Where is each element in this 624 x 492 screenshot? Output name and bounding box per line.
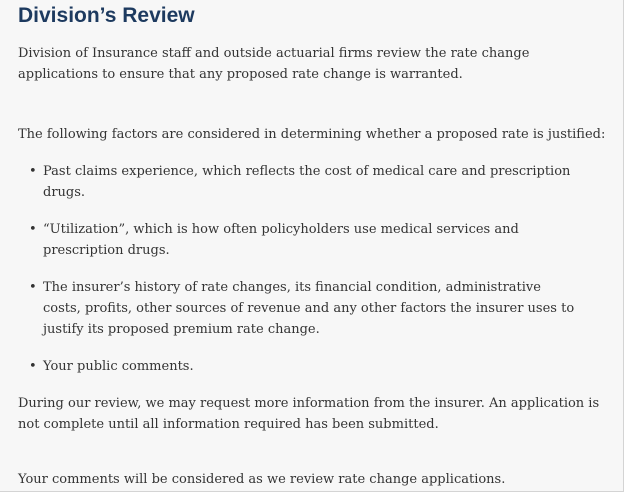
closing-paragraph: Your comments will be considered as we review rate change applications. [18,472,506,487]
section-heading: Division’s Review [18,4,195,27]
list-item [29,277,608,340]
bullet-icon: • [29,359,37,374]
factor-text: Past claims experience, which reflects the cost of medical care and prescription drugs. [43,164,571,200]
review-note-paragraph: During our review, we may request more information from the insurer. An application is not complete until all information required has been submitted. [18,396,600,432]
bullet-icon: • [29,280,37,295]
factors-list [18,161,608,377]
list-item [29,356,608,377]
factors-intro-paragraph: The following factors are considered in determining whether a proposed rate is justified: [18,127,606,142]
factor-text: The insurer’s history of rate changes, its financial condition, administrative costs, profits, other sources of revenue and any other factors the insurer uses to justify its proposed premium rate change. [43,280,575,337]
bullet-icon: • [29,222,37,237]
bullet-icon: • [29,164,37,179]
factor-text: “Utilization”, which is how often policyholders use medical services and prescription drugs. [43,222,519,258]
intro-paragraph: Division of Insurance staff and outside actuarial firms review the rate change applications to ensure that any proposed rate change is warranted. [18,46,530,82]
list-item [29,161,608,203]
factor-text: Your public comments. [43,359,194,374]
article-section [18,0,608,490]
list-item [29,219,608,261]
